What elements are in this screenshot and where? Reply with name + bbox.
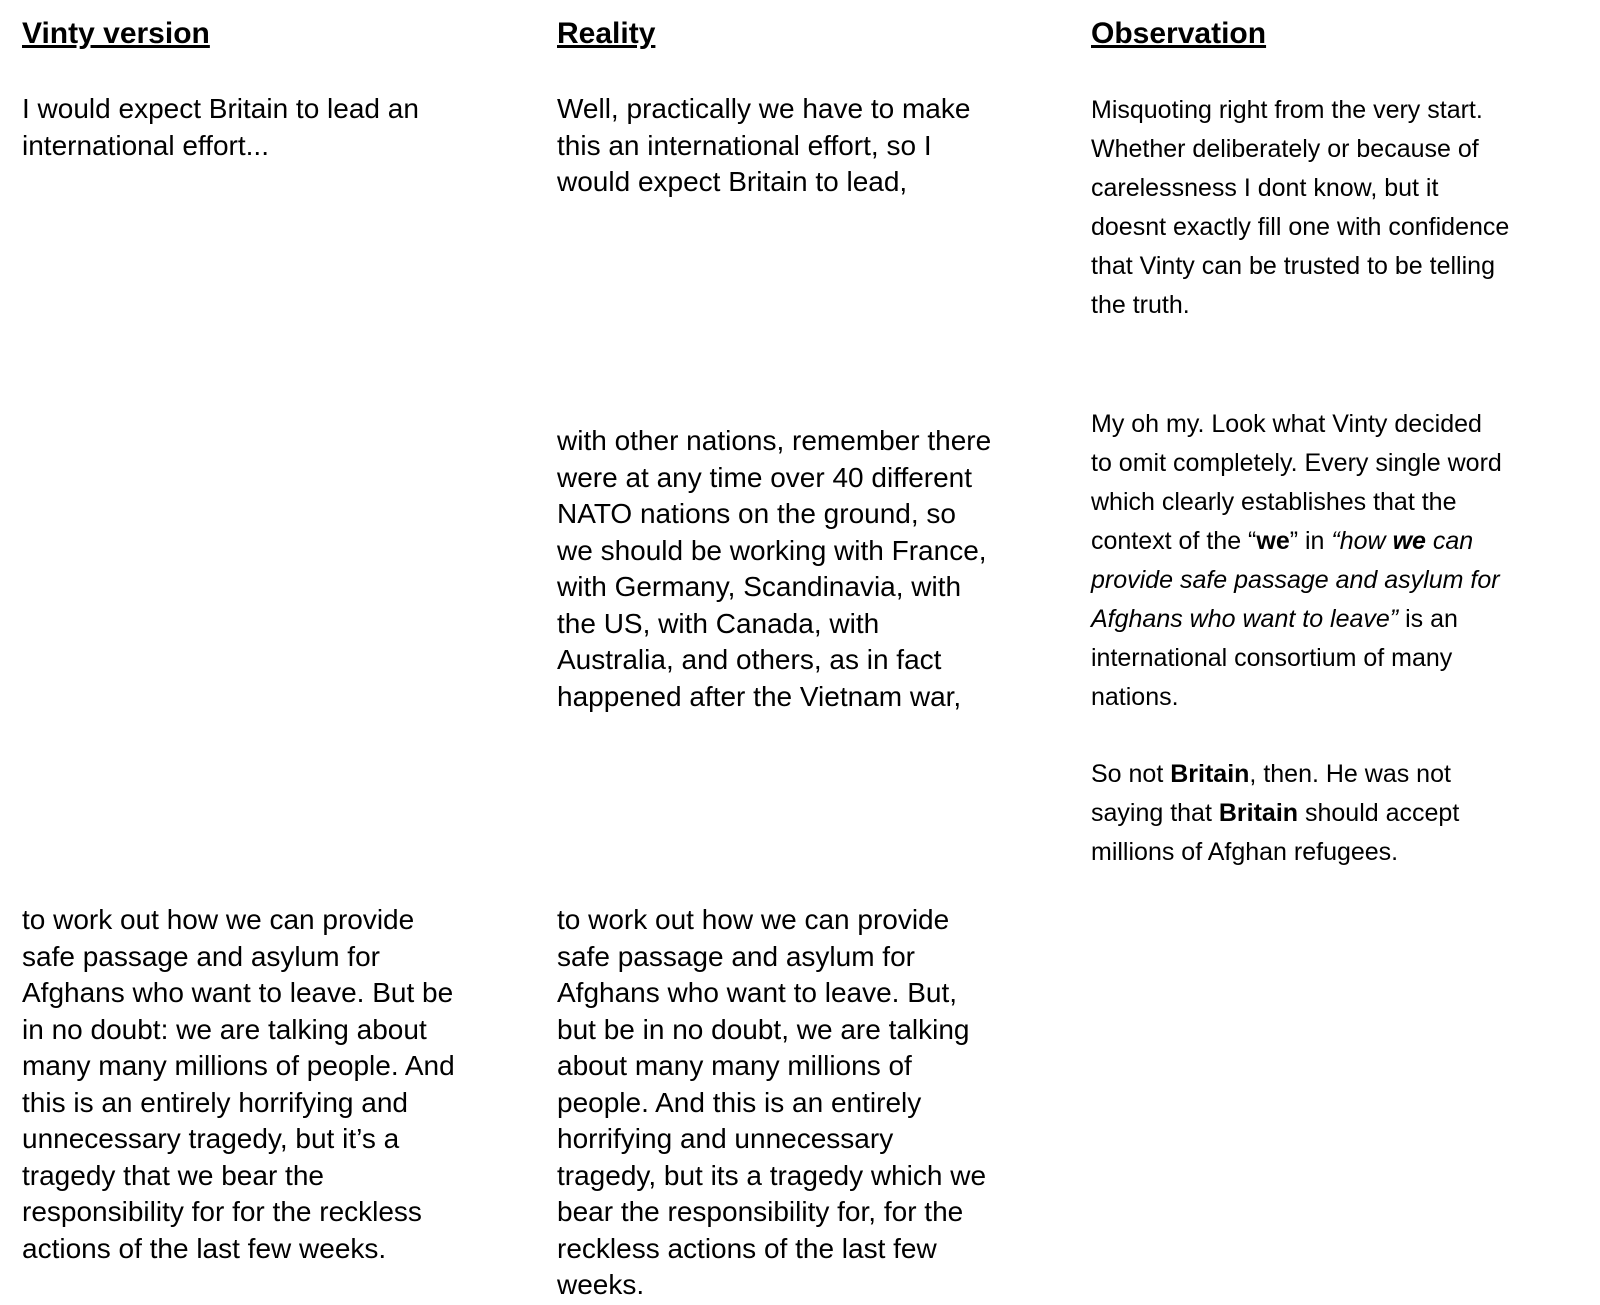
text-line: reckless actions of the last few — [557, 1232, 937, 1264]
text-line: were at any time over 40 different — [557, 461, 973, 493]
text-line: many many millions of people. And — [22, 1050, 455, 1081]
text-line — [1091, 755, 1459, 794]
text-run: is an — [1398, 605, 1458, 633]
text-line — [1091, 522, 1502, 561]
text-line — [1091, 600, 1502, 639]
emphasis-britain: Britain — [1170, 760, 1250, 788]
text-line: but be in no doubt, we are talking — [557, 1013, 970, 1045]
text-line: Afghans who want to leave. But be — [22, 977, 454, 1008]
observation-note-1 — [1091, 91, 1509, 325]
quoted-phrase-line: provide safe passage and asylum for — [1091, 566, 1500, 594]
text-line: we should be working with France, — [557, 534, 987, 566]
reality-quote-3 — [557, 902, 986, 1304]
text-line: about many many millions of — [557, 1050, 912, 1081]
text-line: to work out how we can provide — [22, 904, 415, 935]
text-line: to work out how we can provide — [557, 904, 950, 935]
text-run: ” in — [1289, 527, 1332, 555]
text-line: nations. — [1091, 683, 1179, 711]
text-line: Australia, and others, as in fact — [557, 644, 942, 675]
text-line: actions of the last few weeks. — [22, 1232, 387, 1264]
text-run: So not — [1091, 760, 1171, 788]
text-run: context of the “ — [1091, 527, 1257, 555]
text-line: in no doubt: we are talking about — [22, 1013, 427, 1045]
text-line: to omit completely. Every single word — [1091, 449, 1502, 477]
vinty-quote-2 — [22, 902, 455, 1267]
text-line: horrifying and unnecessary — [557, 1123, 894, 1154]
text-line: responsibility for for the reckless — [22, 1196, 422, 1227]
emphasis-britain: Britain — [1218, 799, 1299, 827]
text-line: this an international effort, so I — [557, 129, 932, 161]
text-line: Misquoting right from the very start. — [1091, 96, 1483, 124]
text-line: carelessness I dont know, but it — [1091, 174, 1439, 202]
text-line: international consortium of many — [1091, 644, 1453, 672]
text-line — [1091, 794, 1459, 833]
column-header-reality: Reality — [557, 17, 656, 50]
text-line: happened after the Vietnam war, — [557, 680, 962, 712]
text-line: with Germany, Scandinavia, with — [557, 571, 962, 602]
emphasis-we: we — [1256, 527, 1290, 555]
text-line: with other nations, remember there — [557, 425, 992, 456]
text-line: NATO nations on the ground, so — [557, 498, 956, 529]
emphasis-we-italic: we — [1392, 527, 1426, 555]
text-run: , then. He was not — [1249, 760, 1451, 788]
text-line: unnecessary tragedy, but it’s a — [22, 1123, 400, 1154]
text-line: the US, with Canada, with — [557, 607, 880, 639]
column-header-vinty-version: Vinty version — [22, 17, 210, 50]
text-run: should accept — [1298, 799, 1460, 827]
text-line: I would expect Britain to lead an — [22, 93, 419, 124]
text-line: international effort... — [22, 129, 269, 161]
text-run: saying that — [1091, 799, 1219, 827]
text-line: the truth. — [1091, 291, 1190, 319]
text-line: that Vinty can be trusted to be telling — [1091, 252, 1495, 280]
text-line: tragedy that we bear the — [22, 1159, 324, 1191]
column-header-observation: Observation — [1091, 17, 1267, 50]
text-line: Afghans who want to leave. But, — [557, 977, 958, 1008]
quoted-phrase: can — [1425, 527, 1474, 555]
quoted-phrase: “how — [1331, 527, 1393, 555]
text-line: weeks. — [557, 1269, 645, 1300]
text-line: people. And this is an entirely — [557, 1086, 922, 1118]
observation-note-2 — [1091, 405, 1502, 717]
quoted-phrase: Afghans who want to leave” — [1091, 605, 1399, 633]
text-line: bear the responsibility for, for the — [557, 1196, 964, 1227]
text-line: millions of Afghan refugees. — [1091, 838, 1399, 866]
text-line: safe passage and asylum for — [557, 940, 915, 972]
text-line: doesnt exactly fill one with confidence — [1091, 213, 1510, 241]
text-line: would expect Britain to lead, — [557, 166, 908, 197]
text-line: safe passage and asylum for — [22, 940, 380, 972]
text-line: which clearly establishes that the — [1091, 488, 1457, 516]
text-line: this is an entirely horrifying and — [22, 1086, 408, 1118]
observation-note-3 — [1091, 755, 1459, 872]
text-line: Whether deliberately or because of — [1091, 135, 1479, 163]
text-line: Well, practically we have to make — [557, 93, 971, 124]
vinty-quote-1 — [22, 91, 419, 164]
text-line: My oh my. Look what Vinty decided — [1091, 410, 1482, 438]
text-line: tragedy, but its a tragedy which we — [557, 1159, 987, 1191]
reality-quote-1 — [557, 91, 970, 201]
reality-quote-2 — [557, 423, 991, 715]
